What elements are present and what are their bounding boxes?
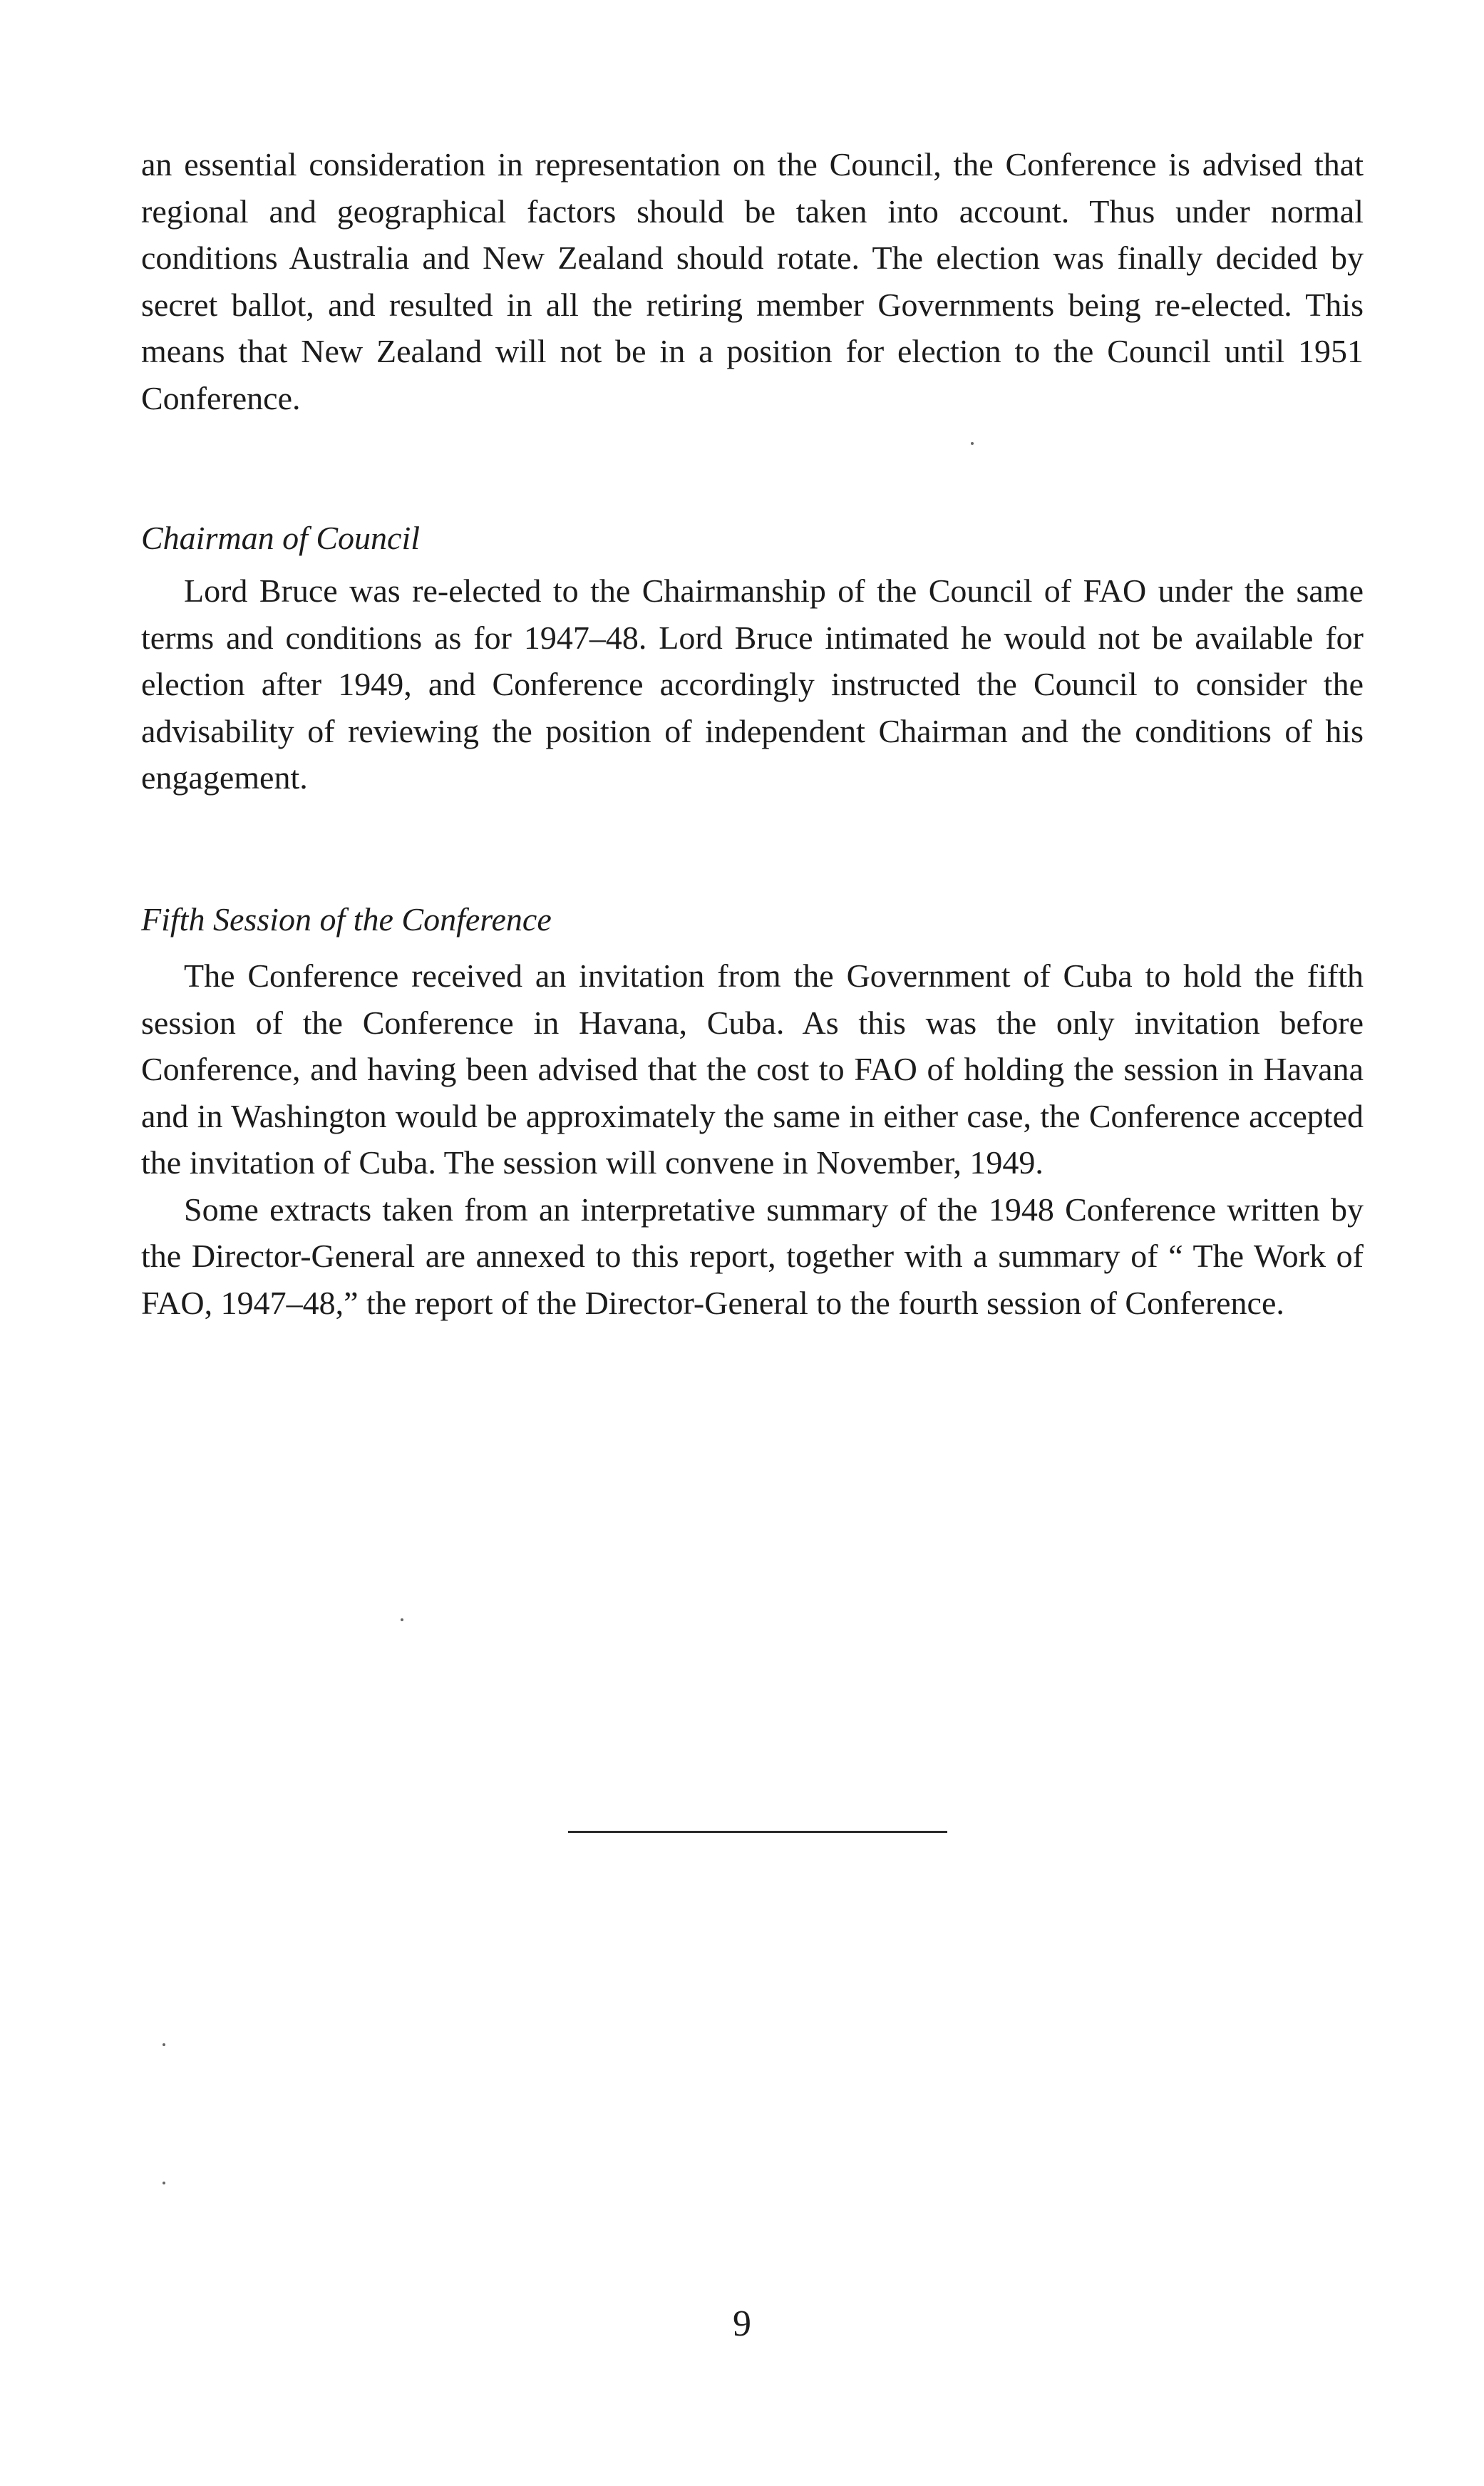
print-speck: [401, 1618, 403, 1621]
section-heading-fifth-session: Fifth Session of the Conference: [141, 901, 552, 938]
page-number: 9: [733, 2303, 751, 2344]
section-heading-chairman: Chairman of Council: [141, 520, 421, 556]
section-fifth-session-body: [141, 952, 1364, 1326]
paragraph-cuba-invitation: The Conference received an invitation from the Government of Cuba to hold the fifth session of the Conference in Havana, Cuba. As this was the only invitation before Conference, and having been advised that the cost to FAO of holding the session in Havana and in Washington would be approximately the same in either case, the Conference accepted the invitation of Cuba. The session will convene in November, 1949.: [141, 957, 1364, 1181]
continued-paragraph: [141, 141, 1364, 421]
paragraph-extracts: Some extracts taken from an interpretative summary of the 1948 Conference written by the Director-General are annexed to this report, together with a summary of “ The Work of FAO, 1947–48,” the report of the Director-General to the fourth session of Conference.: [141, 1191, 1364, 1321]
print-speck: [163, 2043, 165, 2046]
print-speck: [971, 442, 974, 445]
section-chairman-body: [141, 567, 1364, 801]
paragraph-council-election: an essential consideration in representation on the Council, the Conference is advised that regional and geographical factors should be taken into account. Thus under normal conditions Australia and New Zealand should rotate. The election was finally decided by secret ballot, and resulted in all the retiring member Governments being re-elected. This means that New Zealand will not be in a position for election to the Council until 1951 Conference.: [141, 146, 1364, 416]
print-speck: [163, 2182, 165, 2184]
section-divider-rule: [568, 1831, 947, 1833]
paragraph-chairman: Lord Bruce was re-elected to the Chairmanship of the Council of FAO under the same terms and conditions as for 1947–48. Lord Bruce intimated he would not be available for election after 1949, and Conference accordingly instructed the Council to consider the advisability of reviewing the position of independent Chairman and the conditions of his engagement.: [141, 572, 1364, 796]
